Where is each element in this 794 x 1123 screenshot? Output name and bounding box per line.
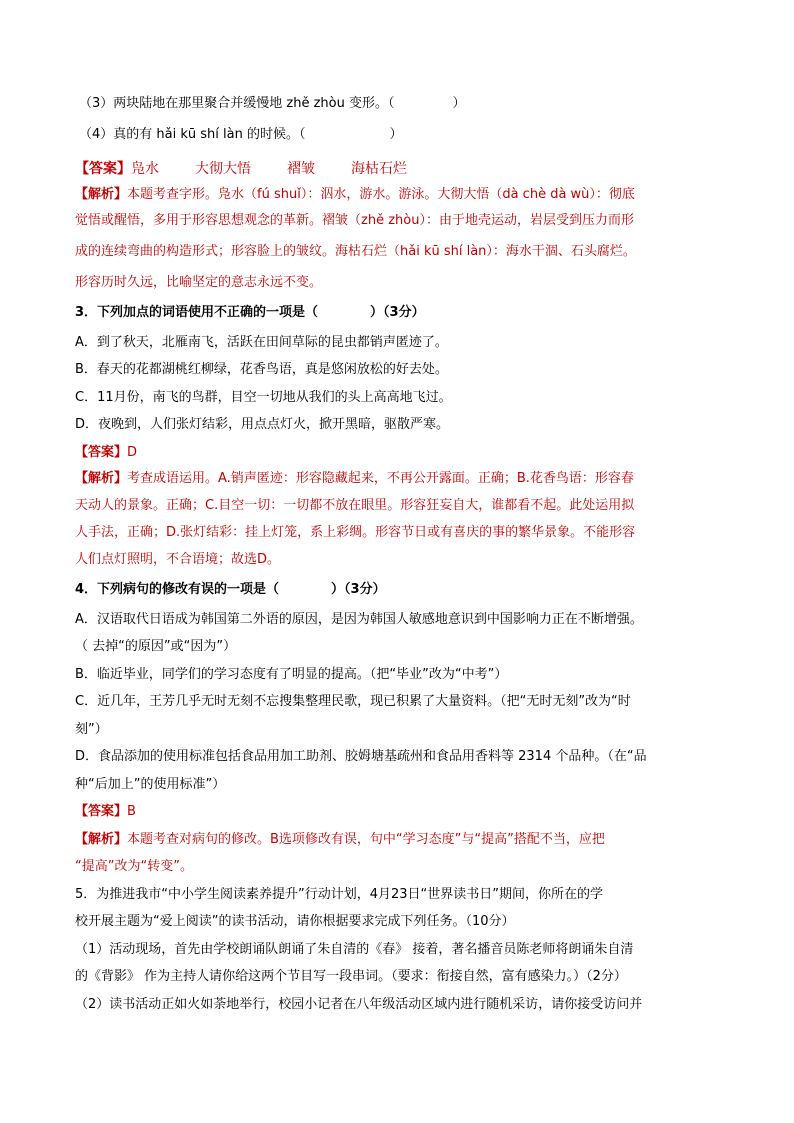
answer-word: 褶皱 xyxy=(287,161,315,177)
q5-stem-cont: 校开展主题为“爱上阅读”的读书活动，请你根据要求完成下列任务。（10分） xyxy=(75,914,515,929)
q2-analysis-line xyxy=(75,186,725,204)
q4-option-c: C．近几年，王芳几乎无时无刻不忘搜集整理民歌，现已积累了大量资料。（把“无时无刻”改为“时 xyxy=(75,694,631,709)
q3-option-c: C．11月份，南飞的鸟群，目空一切地从我们的头上高高地飞过。 xyxy=(75,390,452,405)
q2-analysis-line: 成的连续弯曲的构造形式；形容脸上的皱纹。海枯石烂（hǎi kū shí làn）：海水干涸、石头腐烂。 xyxy=(75,244,636,259)
answer-value: B xyxy=(127,804,136,819)
q3-stem xyxy=(75,304,725,322)
q4-option-c-cont: 刻”） xyxy=(75,722,108,737)
q5-task-1-cont: 的《背影》 作为主持人请你给这两个节目写一段串词。（要求：衔接自然，富有感染力。）（2分） xyxy=(75,969,627,984)
analysis-text: 本题考查对病句的修改。B选项修改有误，句中“学习态度”与“提高”搭配不当，应把 xyxy=(127,832,605,847)
q3-option-b: B．春天的花都湖桃红柳绿，花香鸟语，真是悠闲放松的好去处。 xyxy=(75,362,448,377)
analysis-tag: 【解析】 xyxy=(75,187,128,202)
analysis-tag: 【解析】 xyxy=(75,471,128,486)
q2-item-3-text: （3）两块陆地在那里聚合并缓慢地 zhě zhòu 变形。（ xyxy=(79,96,395,111)
q2-item-4-text: （4）真的有 hǎi kū shí làn 的时候。（ xyxy=(79,127,306,142)
q3-analysis-line: 天动人的景象。正确；C.目空一切：一切都不放在眼里。形容狂妄自大，谁都看不起。此处运用拟 xyxy=(75,498,635,513)
q2-item-4 xyxy=(79,126,729,144)
q4-option-b: B．临近毕业，同学们的学习态度有了明显的提高。（把“毕业”改为“中考”） xyxy=(75,667,508,682)
q4-stem-text: 4．下列病句的修改有误的一项是（ xyxy=(75,582,280,597)
q4-stem-score: ）（3分） xyxy=(331,582,386,597)
q4-stem xyxy=(75,581,725,599)
q3-stem-text: 3．下列加点的词语使用不正确的一项是（ xyxy=(75,305,319,320)
q4-option-d: D．食品添加的使用标准包括食品用加工助剂、胶姆塘基疏州和食品用香料等 2314 个品种。（在“品 xyxy=(75,749,647,764)
answer-value: D xyxy=(127,445,138,460)
q4-option-a: A．汉语取代日语成为韩国第二外语的原因，是因为韩国人敏感地意识到中国影响力正在不断增强。 xyxy=(75,612,643,627)
q3-stem-score: ）（3分） xyxy=(370,305,425,320)
q4-option-a-fix: （ 去掉“的原因”或“因为”） xyxy=(75,639,237,654)
analysis-tag: 【解析】 xyxy=(75,832,128,847)
q2-analysis-line: 觉悟或醒悟，多用于形容思想观念的革新。褶皱（zhě zhòu）：由于地壳运动，岩层受到压力而形 xyxy=(75,213,634,228)
answer-tag: 【答案】 xyxy=(75,445,128,460)
answer-tag: 【答案】 xyxy=(75,161,131,177)
q3-analysis-line: 人手法，正确；D.张灯结彩：挂上灯笼，系上彩绸。形容节日或有喜庆的事的繁华景象。不能形容 xyxy=(75,525,636,540)
q2-item-3-close: ） xyxy=(452,96,466,111)
answer-word: 凫水 xyxy=(131,161,159,177)
q2-item-4-close: ） xyxy=(389,127,403,142)
q4-option-d-cont: 种“后加上”的使用标准”） xyxy=(75,777,226,792)
q2-analysis-line: 形容历时久远，比喻坚定的意志永远不变。 xyxy=(75,275,323,290)
q4-analysis-line: “提高”改为“转变”。 xyxy=(75,859,193,874)
q2-answer xyxy=(75,160,725,178)
q3-analysis-line: 人们点灯照明，不合语境；故选D。 xyxy=(75,552,281,567)
q4-answer xyxy=(75,803,725,821)
q3-analysis-line xyxy=(75,470,725,488)
analysis-text: 考查成语运用。A.销声匿迹：形容隐藏起来，不再公开露面。正确；B.花香鸟语：形容春 xyxy=(127,471,634,486)
q3-option-d: D．夜晚到，人们张灯结彩，用点点灯火，掀开黑暗，驱散严寒。 xyxy=(75,417,450,432)
q5-task-2: （2）读书活动正如火如荼地举行，校园小记者在八年级活动区域内进行随机采访，请你接受访问并 xyxy=(75,997,643,1012)
q4-analysis-line xyxy=(75,831,725,849)
analysis-text: 本题考查字形。凫水（fú shuǐ）：泅水，游水。游泳。大彻大悟（dà chè dà wù）：彻底 xyxy=(127,187,635,202)
answer-word: 大彻大悟 xyxy=(195,161,251,177)
q5-stem: 5．为推进我市“中小学生阅读素养提升”行动计划，4月23日“世界读书日”期间，你所在的学 xyxy=(75,887,604,902)
q2-item-3 xyxy=(79,95,729,113)
q3-option-a: A．到了秋天，北雁南飞，活跃在田间草际的昆虫都销声匿迹了。 xyxy=(75,335,448,350)
answer-word: 海枯石烂 xyxy=(351,161,407,177)
q5-task-1: （1）活动现场，首先由学校朗诵队朗诵了朱自清的《春》 接着，著名播音员陈老师将朗诵朱自清 xyxy=(75,942,634,957)
q3-answer xyxy=(75,444,725,462)
answer-tag: 【答案】 xyxy=(75,804,128,819)
